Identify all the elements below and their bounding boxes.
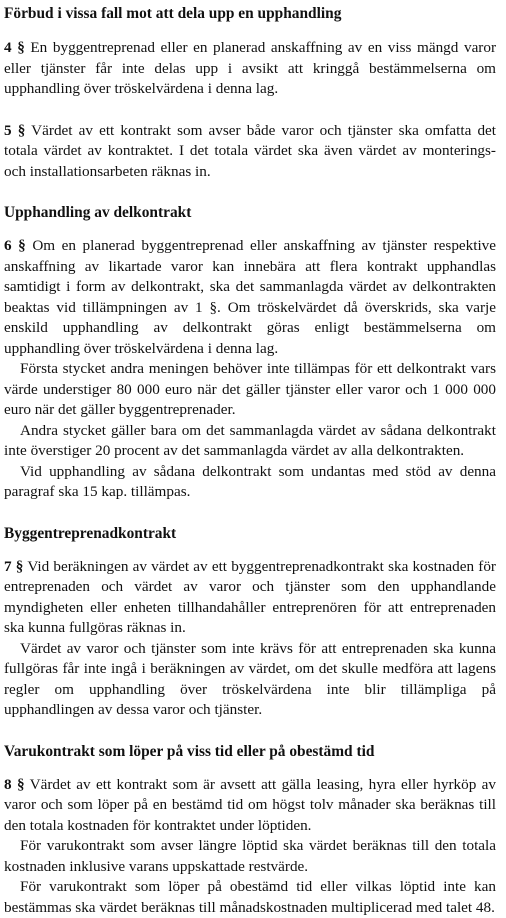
paragraph-text: Värdet av ett kontrakt som är avsett att gälla leasing, hyra eller hyrköp av varor och som löper på en bestämd tid om högst tolv månader ska beräknas till den totala kostnaden för kontraktet under löptiden. — [4, 775, 497, 834]
section-heading: Varukontrakt som löper på viss tid eller på obestämd tid — [4, 742, 375, 760]
paragraph: Första stycket andra meningen behöver inte tillämpas för ett delkontrakt vars värde understiger 80 000 euro när det gäller tjänster eller varor och 1 000 000 euro när det gäller byggentreprenader. — [4, 360, 496, 418]
paragraph — [4, 38, 496, 100]
paragraph — [4, 236, 496, 359]
paragraph-number: 8 § — [4, 775, 25, 793]
paragraph: För varukontrakt som avser längre löptid ska värdet beräknas till den totala kostnaden inklusive varans uppskattade restvärde. — [4, 837, 496, 875]
paragraph-number: 4 § — [4, 39, 25, 56]
paragraph: För varukontrakt som löper på obestämd tid eller vilkas löptid inte kan bestämmas ska värdet beräknas till månadskostnaden multiplicerad med talet 48. — [4, 878, 496, 916]
paragraph-number: 6 § — [4, 237, 26, 254]
paragraph — [4, 121, 496, 183]
paragraph: Värdet av varor och tjänster som inte krävs för att entreprenaden ska kunna fullgöras får inte ingå i beräkningen av värdet, om det skulle medföra att lagens regler om upphandling över tröskelvärdena inte blir tillämpliga på upphandlingen av dessa varor och tjänster. — [4, 639, 496, 718]
section-heading: Byggentreprenadkontrakt — [4, 524, 177, 542]
section-heading: Upphandling av delkontrakt — [4, 204, 192, 221]
paragraph-number: 5 § — [4, 121, 26, 139]
paragraph-text: Värdet av ett kontrakt som avser både varor och tjänster ska omfatta det totala värdet av kontraktet. I det totala värdet ska även värdet av monterings- och installationsarbeten räknas in. — [4, 121, 496, 180]
paragraph-text: Om en planerad byggentreprenad eller anskaffning av tjänster respektive anskaffning av likartade varor kan innebära att flera kontrakt upphandlas samtidigt i form av delkontrakt, ska det sammanlagda värdet av delkontrakten beaktas vid tillämpningen av 1 §. Om tröskelvärdet då överskrids, ska varje enskild upphandling av delkontrakt göras enligt bestämmelserna om upphandling över tröskelvärdena i denna lag. — [4, 237, 497, 357]
document-page — [4, 4, 496, 918]
paragraph-text: Vid beräkningen av värdet av ett byggentreprenadkontrakt ska kostnaden för entreprenaden och värdet av varor och tjänster som den upphandlande myndigheten eller enheten tillhandahåller entreprenören för att entreprenaden ska kunna fullgöras räknas in. — [4, 557, 496, 636]
section-heading: Förbud i vissa fall mot att dela upp en upphandling — [4, 5, 342, 22]
paragraph: Andra stycket gäller bara om det sammanlagda värdet av sådana delkontrakt inte överstiger 20 procent av det sammanlagda värdet av alla delkontrakten. — [4, 421, 496, 459]
paragraph-number: 7 § — [4, 557, 24, 575]
paragraph — [4, 557, 496, 639]
paragraph-text: En byggentreprenad eller en planerad anskaffning av en viss mängd varor eller tjänster får inte delas upp i avsikt att kringgå bestämmelserna om upphandling över tröskelvärdena i denna lag. — [4, 39, 497, 97]
paragraph: Vid upphandling av sådana delkontrakt som undantas med stöd av denna paragraf ska 15 kap. tillämpas. — [4, 462, 496, 500]
paragraph — [4, 775, 496, 837]
